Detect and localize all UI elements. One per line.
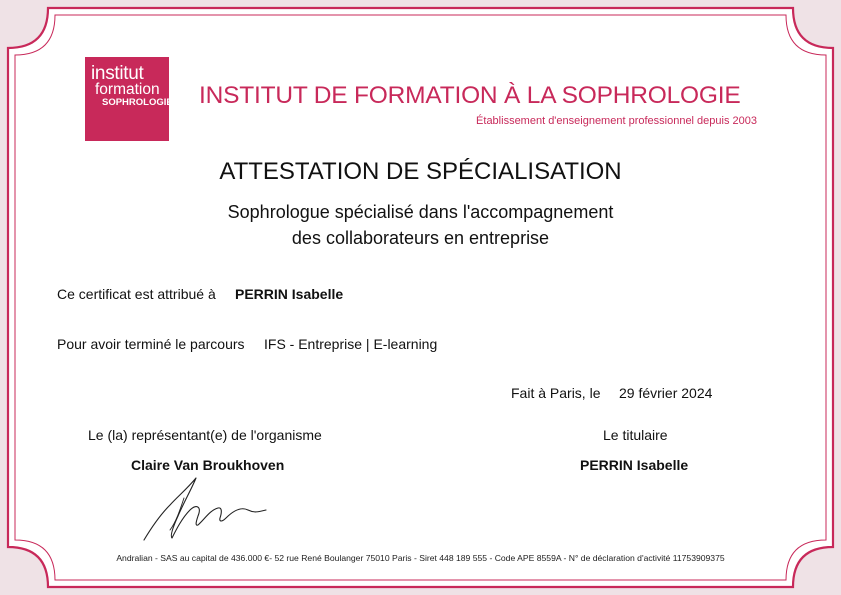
institute-logo <box>85 57 173 141</box>
holder-label: Le titulaire <box>603 427 668 443</box>
logo-text-institut: institut <box>91 63 144 84</box>
organization-name: INSTITUT DE FORMATION À LA SOPHROLOGIE <box>199 82 741 109</box>
specialty-line-1: Sophrologue spécialisé dans l'accompagnement <box>227 202 614 222</box>
place-label: Fait à Paris, le <box>511 385 601 401</box>
attributed-label: Ce certificat est attribué à <box>57 286 216 302</box>
logo-text-sophrologie: SOPHROLOGIE <box>102 97 173 108</box>
logo-text-formation: formation <box>95 81 160 98</box>
holder-name: PERRIN Isabelle <box>580 457 689 473</box>
certificate-title: ATTESTATION DE SPÉCIALISATION <box>219 158 622 185</box>
footer-legal-text: Andralian - SAS au capital de 436.000 €- 52 rue René Boulanger 75010 Paris - Siret 448 189 555 - Code APE 8559A - N° de déclaration d'activité 11753909375 <box>116 553 725 563</box>
organization-subtitle: Établissement d'enseignement professionnel depuis 2003 <box>476 115 757 127</box>
course-label: Pour avoir terminé le parcours <box>57 336 245 352</box>
recipient-name: PERRIN Isabelle <box>235 286 344 302</box>
course-name: IFS - Entreprise | E-learning <box>264 336 438 352</box>
specialty-line-2: des collaborateurs en entreprise <box>291 228 550 248</box>
representative-name: Claire Van Broukhoven <box>131 457 285 473</box>
issue-date: 29 février 2024 <box>619 385 713 401</box>
handwritten-signature <box>140 470 270 548</box>
representative-label: Le (la) représentant(e) de l'organisme <box>88 427 322 443</box>
